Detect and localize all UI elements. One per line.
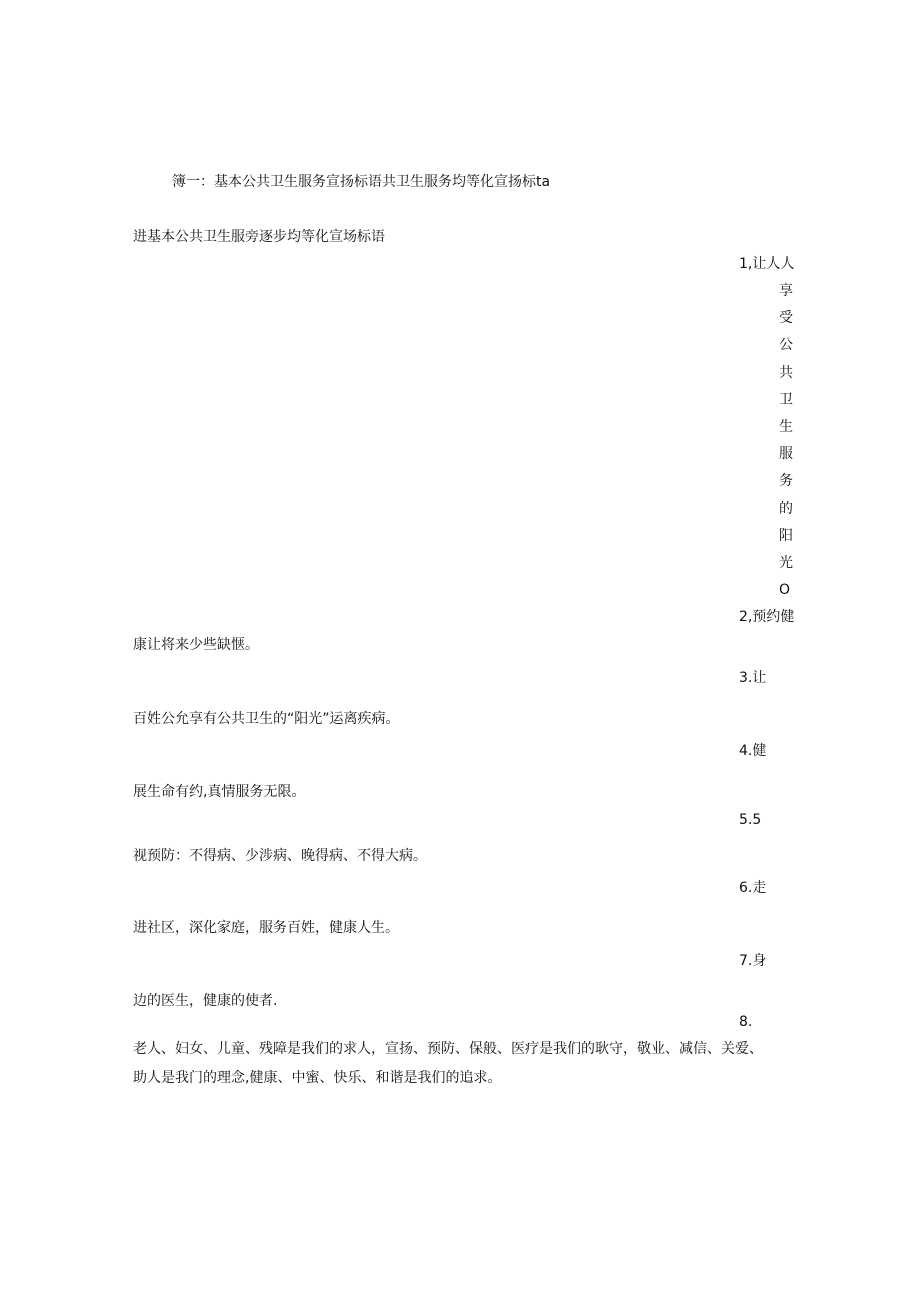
item-3-head: 3.让 bbox=[739, 670, 767, 686]
item-1-vertical-text bbox=[779, 282, 799, 608]
item-2-head: 2,预约健 bbox=[739, 609, 795, 625]
document-subtitle: 进基本公共卫生服旁逐步均等化宣场标语 bbox=[133, 229, 385, 245]
item-6-body: 进社区，深化家庭，服务百姓，健康人生。 bbox=[133, 920, 399, 936]
vertical-char: 的 bbox=[779, 500, 793, 517]
vertical-char: 共 bbox=[779, 364, 793, 381]
vertical-char: 卫 bbox=[779, 391, 793, 408]
item-5-body: 视预防：不得病、少涉病、晚得病、不得大病。 bbox=[133, 848, 427, 864]
item-4-body: 展生命有约,真情服务无限。 bbox=[133, 784, 306, 800]
vertical-char: 务 bbox=[779, 473, 793, 490]
vertical-char: O bbox=[779, 582, 791, 599]
vertical-char: 阳 bbox=[779, 527, 793, 544]
vertical-char: 公 bbox=[779, 337, 793, 354]
item-4-head: 4.健 bbox=[739, 743, 767, 759]
document-title: 簿一：基本公共卫生服务宣扬标语共卫生服务均等化宣扬标ta bbox=[172, 174, 551, 190]
item-8-body-line-2: 助人是我门的理念,健康、中蜜、快乐、和谐是我们的追求。 bbox=[133, 1070, 502, 1086]
item-7-head: 7.身 bbox=[739, 953, 767, 969]
item-2-body: 康让将来少些缺惬。 bbox=[133, 637, 259, 653]
item-5-head: 5.5 bbox=[739, 812, 762, 828]
item-8-head: 8. bbox=[739, 1014, 753, 1030]
item-8-body-line-1: 老人、妇女、儿童、残障是我们的求人，宣扬、预防、保般、医疗是我们的耿守，敬业、减信、关爱、 bbox=[133, 1041, 763, 1057]
item-7-body: 边的医生，健康的使者. bbox=[133, 993, 278, 1009]
vertical-char: 受 bbox=[779, 310, 793, 327]
vertical-char: 生 bbox=[779, 418, 793, 435]
vertical-char: 享 bbox=[779, 283, 793, 299]
vertical-char: 服 bbox=[779, 446, 793, 463]
item-1-head: 1,让人人 bbox=[739, 256, 795, 272]
item-3-body: 百姓公允享有公共卫生的“阳光”运离疾病。 bbox=[133, 711, 400, 727]
vertical-char: 光 bbox=[779, 554, 793, 571]
item-6-head: 6.走 bbox=[739, 880, 767, 896]
